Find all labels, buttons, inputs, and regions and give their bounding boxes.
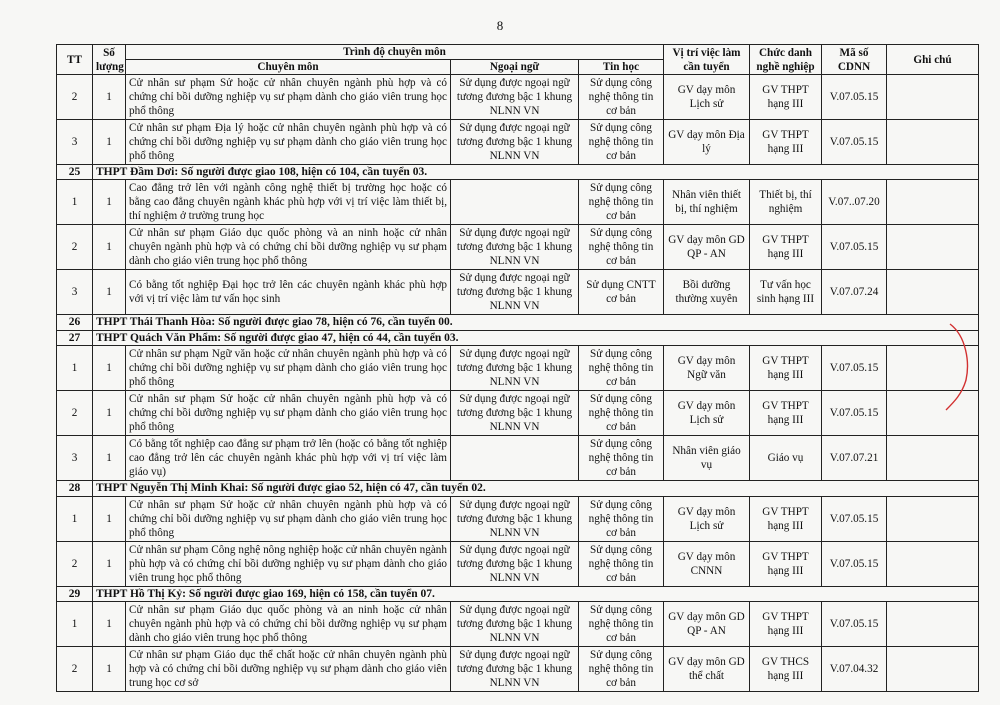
note [887,180,979,225]
it-skill: Sử dụng công nghệ thông tin cơ bản [579,541,664,586]
school-group-row [57,586,979,601]
foreign-language: Sử dụng được ngoại ngữ tương đương bậc 1 khung NLNN VN [451,601,579,646]
school-summary: THPT Thái Thanh Hòa: Số người được giao 78, hiện có 76, cần tuyển 00. [93,315,979,330]
it-skill: Sử dụng công nghệ thông tin cơ bản [579,75,664,120]
table-row [57,75,979,120]
title-code: V.07.05.15 [822,225,887,270]
school-group-row [57,165,979,180]
job-title: GV THPT hạng III [750,75,822,120]
foreign-language: Sử dụng được ngoại ngữ tương đương bậc 1 khung NLNN VN [451,646,579,691]
job-position: GV dạy môn GD QP - AN [664,601,750,646]
job-position: GV dạy môn Địa lý [664,120,750,165]
qualification: Cử nhân sư phạm Địa lý hoặc cử nhân chuyên ngành phù hợp và có chứng chỉ bồi dưỡng nghiệp vụ sư phạm dành cho giáo viên trung học phổ thông [126,120,451,165]
foreign-language [451,436,579,481]
row-number: 2 [57,541,93,586]
table-row [57,225,979,270]
note [887,120,979,165]
row-number: 2 [57,391,93,436]
it-skill: Sử dụng CNTT cơ bản [579,270,664,315]
group-number: 29 [57,586,93,601]
qualification: Cử nhân sư phạm Sử hoặc cử nhân chuyên ngành phù hợp và có chứng chỉ bồi dưỡng nghiệp vụ sư phạm dành cho giáo viên trung học phổ thông [126,391,451,436]
quantity: 1 [93,75,126,120]
foreign-language: Sử dụng được ngoại ngữ tương đương bậc 1 khung NLNN VN [451,391,579,436]
it-skill: Sử dụng công nghệ thông tin cơ bản [579,436,664,481]
header-chuc-danh: Chức danh nghề nghiệp [750,45,822,75]
page-number: 8 [496,18,504,33]
note [887,270,979,315]
school-summary: THPT Hồ Thị Kỷ: Số người được giao 169, hiện có 158, cần tuyển 07. [93,586,979,601]
job-title: GV THPT hạng III [750,120,822,165]
row-number: 3 [57,270,93,315]
row-number: 2 [57,75,93,120]
foreign-language: Sử dụng được ngoại ngữ tương đương bậc 1 khung NLNN VN [451,496,579,541]
title-code: V.07.05.15 [822,601,887,646]
job-title: GV THPT hạng III [750,391,822,436]
job-title: GV THPT hạng III [750,541,822,586]
header-ghi-chu: Ghi chú [887,45,979,75]
title-code: V.07.05.15 [822,391,887,436]
title-code: V.07..07.20 [822,180,887,225]
title-code: V.07.05.15 [822,75,887,120]
job-title: Giáo vụ [750,436,822,481]
row-number: 1 [57,601,93,646]
school-group-row [57,481,979,496]
note [887,496,979,541]
quantity: 1 [93,346,126,391]
qualification: Có bằng tốt nghiệp Đại học trở lên các chuyên ngành khác phù hợp với vị trí việc làm tư vấn học sinh [126,270,451,315]
school-summary: THPT Nguyễn Thị Minh Khai: Số người được giao 52, hiện có 47, cần tuyển 02. [93,481,979,496]
job-title: GV THCS hạng III [750,646,822,691]
note [887,541,979,586]
job-position: GV dạy môn Ngữ văn [664,346,750,391]
table-row [57,346,979,391]
header-ngoai-ngu: Ngoại ngữ [451,60,579,75]
school-group-row [57,330,979,345]
qualification: Cử nhân sư phạm Giáo dục thể chất hoặc cử nhân chuyên ngành phù hợp và có chứng chỉ bồi dưỡng nghiệp vụ sư phạm dành cho giáo viên trung học cơ sở [126,646,451,691]
job-position: Nhân viên giáo vụ [664,436,750,481]
header-tt: TT [57,45,93,75]
job-position: Nhân viên thiết bị, thí nghiệm [664,180,750,225]
it-skill: Sử dụng công nghệ thông tin cơ bản [579,391,664,436]
job-title: GV THPT hạng III [750,346,822,391]
title-code: V.07.07.24 [822,270,887,315]
header-chuyen-mon: Chuyên môn [126,60,451,75]
quantity: 1 [93,225,126,270]
note [887,75,979,120]
foreign-language: Sử dụng được ngoại ngữ tương đương bậc 1 khung NLNN VN [451,225,579,270]
title-code: V.07.05.15 [822,496,887,541]
it-skill: Sử dụng công nghệ thông tin cơ bản [579,346,664,391]
it-skill: Sử dụng công nghệ thông tin cơ bản [579,225,664,270]
group-number: 26 [57,315,93,330]
row-number: 2 [57,646,93,691]
quantity: 1 [93,436,126,481]
header-vi-tri: Vị trí việc làm cần tuyển [664,45,750,75]
quantity: 1 [93,646,126,691]
title-code: V.07.07.21 [822,436,887,481]
red-pen-mark [944,322,984,412]
job-position: GV dạy môn GD thể chất [664,646,750,691]
job-title: Thiết bị, thí nghiệm [750,180,822,225]
it-skill: Sử dụng công nghệ thông tin cơ bản [579,601,664,646]
quantity: 1 [93,391,126,436]
foreign-language: Sử dụng được ngoại ngữ tương đương bậc 1 khung NLNN VN [451,270,579,315]
foreign-language: Sử dụng được ngoại ngữ tương đương bậc 1 khung NLNN VN [451,346,579,391]
quantity: 1 [93,601,126,646]
it-skill: Sử dụng công nghệ thông tin cơ bản [579,496,664,541]
qualification: Cử nhân sư phạm Giáo dục quốc phòng và an ninh hoặc cử nhân chuyên ngành phù hợp và có chứng chỉ bồi dưỡng nghiệp vụ sư phạm dành cho giáo viên trung học phổ thông [126,601,451,646]
row-number: 1 [57,496,93,541]
row-number: 1 [57,180,93,225]
qualification: Cử nhân sư phạm Sử hoặc cử nhân chuyên ngành phù hợp và có chứng chỉ bồi dưỡng nghiệp vụ sư phạm dành cho giáo viên trung học phổ thông [126,496,451,541]
job-position: GV dạy môn GD QP - AN [664,225,750,270]
job-position: GV dạy môn Lịch sử [664,391,750,436]
row-number: 3 [57,436,93,481]
table-row [57,436,979,481]
qualification: Cử nhân sư phạm Giáo dục quốc phòng và an ninh hoặc cử nhân chuyên ngành phù hợp và có chứng chỉ bồi dưỡng nghiệp vụ sư phạm dành cho giáo viên trung học phổ thông [126,225,451,270]
quantity: 1 [93,180,126,225]
note [887,436,979,481]
foreign-language: Sử dụng được ngoại ngữ tương đương bậc 1 khung NLNN VN [451,541,579,586]
title-code: V.07.05.15 [822,346,887,391]
group-number: 27 [57,330,93,345]
row-number: 1 [57,346,93,391]
group-number: 25 [57,165,93,180]
row-number: 2 [57,225,93,270]
table-row [57,180,979,225]
it-skill: Sử dụng công nghệ thông tin cơ bản [579,180,664,225]
it-skill: Sử dụng công nghệ thông tin cơ bản [579,120,664,165]
qualification: Cử nhân sư phạm Sử hoặc cử nhân chuyên ngành phù hợp và có chứng chỉ bồi dưỡng nghiệp vụ sư phạm dành cho giáo viên trung học phổ thông [126,75,451,120]
job-position: GV dạy môn CNNN [664,541,750,586]
header-so-luong: Số lượng [93,45,126,75]
header-tin-hoc: Tin học [579,60,664,75]
quantity: 1 [93,496,126,541]
quantity: 1 [93,270,126,315]
job-title: GV THPT hạng III [750,601,822,646]
table-row [57,601,979,646]
job-position: Bồi dưỡng thường xuyên [664,270,750,315]
row-number: 3 [57,120,93,165]
table-row [57,541,979,586]
it-skill: Sử dụng công nghệ thông tin cơ bản [579,646,664,691]
school-summary: THPT Quách Văn Phẩm: Số người được giao 47, hiện có 44, cần tuyển 03. [93,330,979,345]
note [887,601,979,646]
qualification: Cử nhân sư phạm Công nghệ nông nghiệp hoặc cử nhân chuyên ngành phù hợp và có chứng chỉ bồi dưỡng nghiệp vụ sư phạm dành cho giáo viên trung học phổ thông [126,541,451,586]
group-number: 28 [57,481,93,496]
qualification: Cao đẳng trở lên với ngành công nghệ thiết bị trường học hoặc có bằng cao đẳng chuyên ngành khác phù hợp với vị trí việc làm thiết bị, thí nghiệm ở trường trung học [126,180,451,225]
note [887,646,979,691]
header-trinh-do: Trình độ chuyên môn [126,45,664,60]
table-row [57,391,979,436]
title-code: V.07.05.15 [822,120,887,165]
school-summary: THPT Đầm Dơi: Số người được giao 108, hiện có 104, cần tuyển 03. [93,165,979,180]
quantity: 1 [93,120,126,165]
foreign-language: Sử dụng được ngoại ngữ tương đương bậc 1 khung NLNN VN [451,75,579,120]
note [887,225,979,270]
foreign-language [451,180,579,225]
job-title: Tư vấn học sinh hạng III [750,270,822,315]
qualification: Có bằng tốt nghiệp cao đẳng sư phạm trở lên (hoặc có bằng tốt nghiệp cao đẳng trở lên các chuyên ngành khác phù hợp với vị trí việc làm giáo vụ) [126,436,451,481]
table-row [57,270,979,315]
table-row [57,646,979,691]
table-body [57,75,979,692]
qualification: Cử nhân sư phạm Ngữ văn hoặc cử nhân chuyên ngành phù hợp và có chứng chỉ bồi dưỡng nghiệp vụ sư phạm dành cho giáo viên trung học phổ thông [126,346,451,391]
table-row [57,120,979,165]
job-position: GV dạy môn Lịch sử [664,496,750,541]
job-title: GV THPT hạng III [750,496,822,541]
header-ma-so: Mã số CDNN [822,45,887,75]
quantity: 1 [93,541,126,586]
foreign-language: Sử dụng được ngoại ngữ tương đương bậc 1 khung NLNN VN [451,120,579,165]
job-title: GV THPT hạng III [750,225,822,270]
school-group-row [57,315,979,330]
table-row [57,496,979,541]
title-code: V.07.05.15 [822,541,887,586]
recruitment-table [56,44,979,692]
job-position: GV dạy môn Lịch sử [664,75,750,120]
title-code: V.07.04.32 [822,646,887,691]
